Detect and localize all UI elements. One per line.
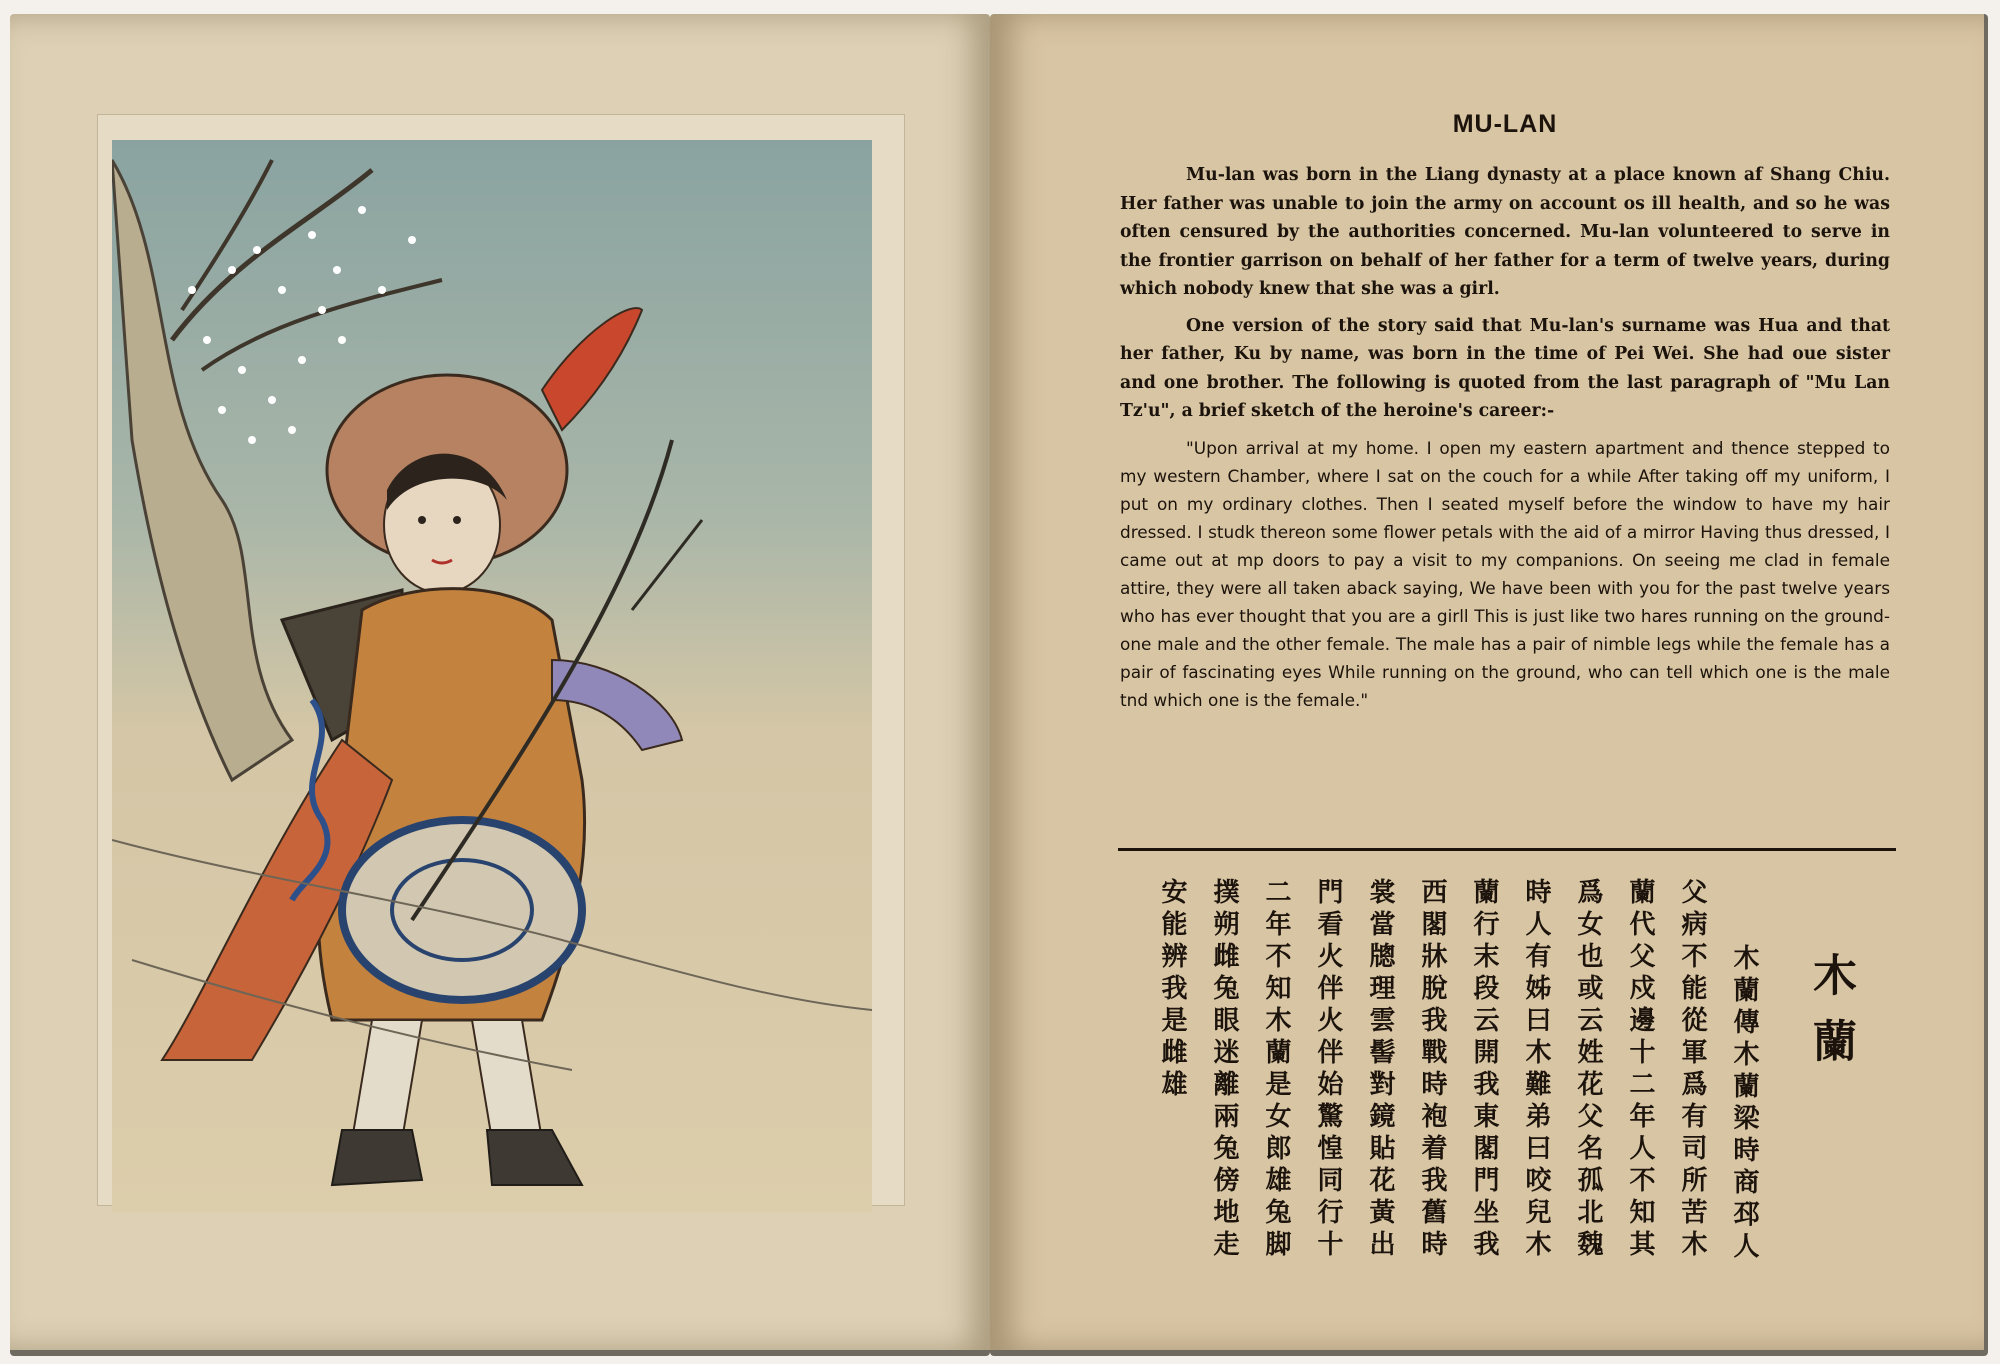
chinese-column: 安能辨我是雌雄 [1157, 878, 1187, 1102]
chinese-column: 爲女也或云姓花父名孤北魏 [1573, 878, 1603, 1262]
chinese-column: 西閣牀脫我戰時袍着我舊時 [1417, 878, 1447, 1262]
chinese-column: 蘭行末段云開我東閣門坐我 [1469, 878, 1499, 1262]
chinese-column: 裳當牕理雲髻對鏡貼花黃出 [1365, 878, 1395, 1262]
chinese-column: 木蘭傳木蘭梁時商邳人 [1729, 944, 1759, 1264]
chinese-column: 父病不能從軍爲有司所苦木 [1677, 878, 1707, 1262]
quote-paragraph: "Upon arrival at my home. I open my eastern apartment and thence stepped to my western Chamber, where I sat on the couch for a while After taking off my uniform, I put on my ordinary clothes. Then I seated myself before the window to have my hair dressed. I studk thereon some flower petals with the aid of a mirror Having thus dressed, I came out at mp doors to pay a visit to my companions. On seeing me clad in female attire, they were all taken aback saying, We have been with you for the past twelve years who has ever thought that you are a girll This is just like two hares running on the ground- one male and the other female. The male has a pair of nimble legs while the female has a pair of fascinating eyes While running on the ground, who can tell which one is the male tnd which one is the female." [1120, 437, 1890, 710]
chinese-title: 木蘭 [1805, 952, 1856, 1084]
text-content [1120, 110, 1890, 722]
chinese-column: 蘭代父戍邊十二年人不知其 [1625, 878, 1655, 1262]
chinese-column: 撲朔雌兔眼迷離兩兔傍地走 [1209, 878, 1239, 1262]
paragraph-1: Mu-lan was born in the Liang dynasty at a place known af Shang Chiu. Her father was unable to join the army on account os ill health, and so he was often censured by the authorities concerned. Mu-lan volunteered to serve in the frontier garrison on behalf of her father for a term of twelve years, during which nobody knew that she was a girl. [1120, 165, 1890, 299]
mulan-illustration [112, 140, 872, 1212]
paragraph-2: One version of the story said that Mu-lan's surname was Hua and that her father, Ku by name, was born in the time of Pei Wei. She had oue sister and one brother. The following is quoted from the last paragraph of "Mu Lan Tz'u", a brief sketch of the heroine's career:- [1120, 315, 1890, 421]
divider-rule [1118, 848, 1896, 851]
chinese-column: 時人有姊曰木難弟曰咬兒木 [1521, 878, 1551, 1262]
chinese-text-block [1146, 878, 1862, 1264]
chinese-column: 二年不知木蘭是女郎雄兔脚 [1261, 878, 1291, 1262]
chinese-column: 門看火伴火伴始驚惶同行十 [1313, 878, 1343, 1262]
page-title: MU-LAN [1452, 110, 1558, 138]
mulan-painting [112, 140, 872, 1212]
